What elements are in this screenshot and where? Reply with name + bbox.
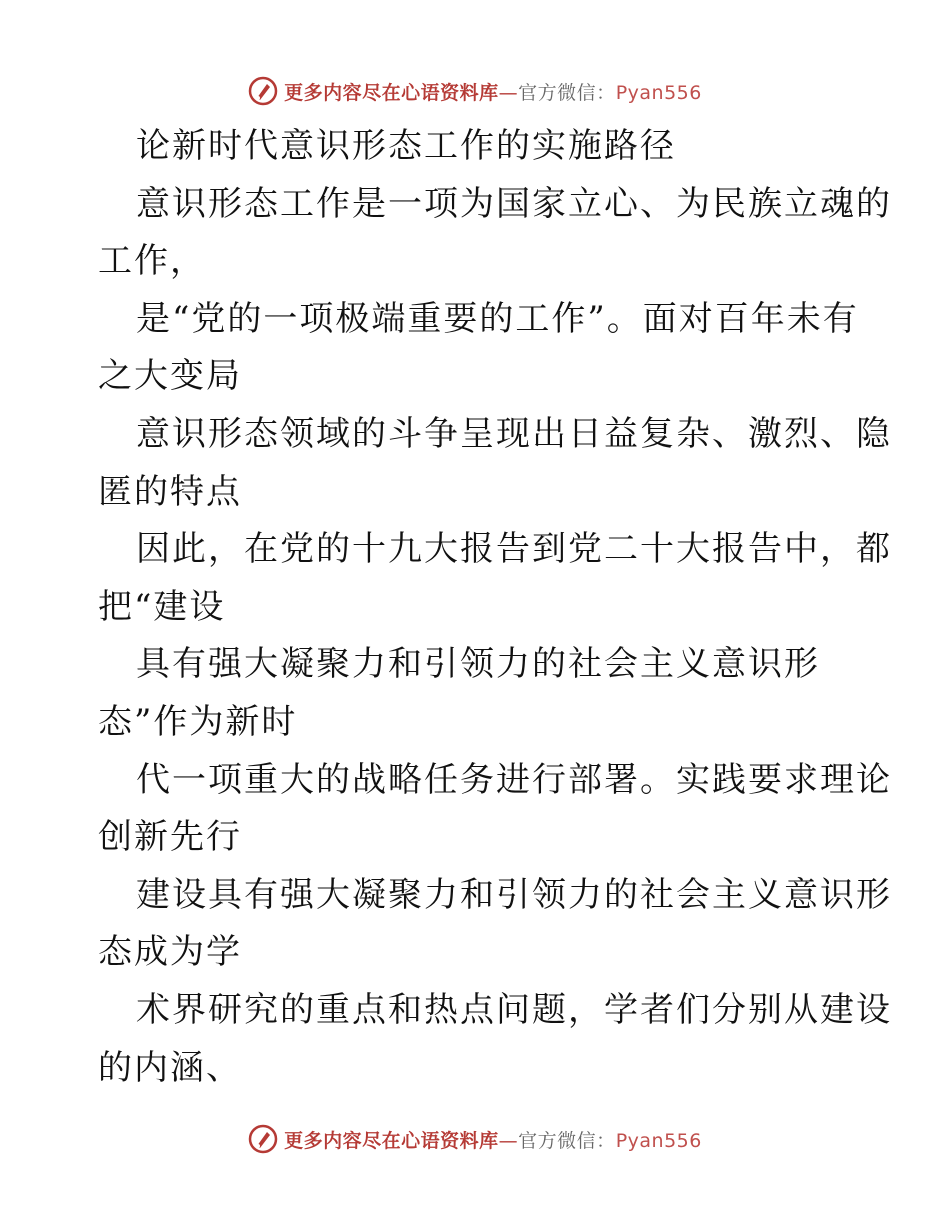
header-wechat-id: Pyan556 [615,81,702,104]
text-line: 是“党的一项极端重要的工作”。面对百年未有 [136,298,859,339]
footer-wechat-label: 官方微信： [518,1129,616,1152]
pen-logo-icon [248,1124,278,1154]
footer-brand: 更多内容尽在心语资料库 [284,1129,499,1152]
text-line: 术界研究的重点和热点问题，学者们分别从建设 [136,989,892,1030]
text-line: 因此，在党的十九大报告到党二十大报告中，都 [136,529,892,570]
footer-text [284,1126,702,1153]
document-body [98,118,892,1097]
header-text [284,78,702,105]
header-wechat-label: 官方微信： [518,81,616,104]
document-title: 论新时代意识形态工作的实施路径 [136,126,676,166]
text-line: 意识形态领域的斗争呈现出日益复杂、激烈、隐 [136,413,892,454]
header-brand: 更多内容尽在心语资料库 [284,81,499,104]
footer-wechat-id: Pyan556 [615,1129,702,1152]
text-line: 的内涵、 [98,1047,242,1088]
text-line: 创新先行 [98,817,242,858]
text-line: 代一项重大的战略任务进行部署。实践要求理论 [136,759,892,800]
text-line: 把“建设 [98,586,226,627]
text-line: 具有强大凝聚力和引领力的社会主义意识形 [136,644,820,685]
footer-dash: — [498,1129,519,1152]
header-banner [0,71,950,111]
footer-banner [0,1119,950,1159]
text-line: 态”作为新时 [98,701,298,742]
text-line: 意识形态工作是一项为国家立心、为民族立魂的 [136,183,892,224]
pen-logo-icon [248,76,278,106]
text-line: 态成为学 [98,932,242,973]
header-dash: — [498,81,519,104]
text-line: 匿的特点 [98,471,242,512]
text-line: 建设具有强大凝聚力和引领力的社会主义意识形 [136,874,892,915]
text-line: 之大变局 [98,356,242,397]
text-line: 工作， [98,241,206,282]
